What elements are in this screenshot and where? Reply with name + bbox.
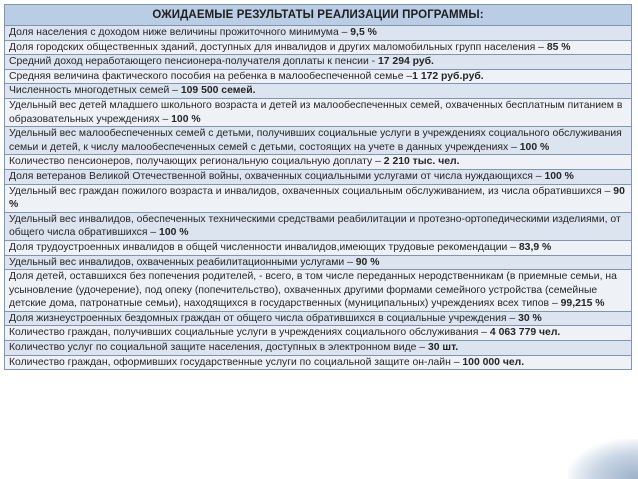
result-text: Удельный вес инвалидов, охваченных реабилитационными услугами – xyxy=(9,256,356,268)
result-row xyxy=(5,312,631,327)
result-value: 30 шт. xyxy=(427,342,459,354)
result-value: 99,215 % xyxy=(560,298,605,310)
result-row xyxy=(5,213,631,241)
result-row xyxy=(5,55,631,70)
result-text: Удельный вес граждан пожилого возраста и инвалидов, охваченных социальным обслуживанием, из числа обратившихся – xyxy=(9,185,614,197)
result-text: Количество граждан, оформивших государственные услуги по социальной защите он-лайн – xyxy=(9,356,463,368)
result-value: 100 % xyxy=(159,227,189,239)
result-value: 83,9 % xyxy=(518,241,552,253)
result-row xyxy=(5,41,631,56)
result-row xyxy=(5,26,631,41)
table-title: ОЖИДАЕМЫЕ РЕЗУЛЬТАТЫ РЕАЛИЗАЦИИ ПРОГРАММЫ: xyxy=(4,4,632,26)
result-text: Доля трудоустроенных инвалидов в общей численности инвалидов,имеющих трудовые рекомендации – xyxy=(9,241,519,253)
result-value: 109 500 семей. xyxy=(180,85,256,97)
results-list xyxy=(4,26,632,370)
corner-decoration xyxy=(568,439,638,479)
result-value: 30 % xyxy=(518,312,542,324)
result-row xyxy=(5,256,631,271)
result-text: Средняя величина фактического пособия на ребенка в малообеспеченной семье – xyxy=(9,70,413,82)
result-text: Доля городских общественных зданий, доступных для инвалидов и других маломобильных групп населения – xyxy=(9,41,547,53)
result-row xyxy=(5,99,631,127)
result-text: Удельный вес малообеспеченных семей с детьми, получивших социальные услуги в учреждениях социального обслуживания семьи и детей, к числу малообеспеченных семей с детьми, состоящих на учете в данных учреждениях – xyxy=(9,128,622,153)
result-row xyxy=(5,185,631,213)
result-text: Количество граждан, получивших социальные услуги в учреждениях социального обслуживания – xyxy=(9,327,490,339)
result-row xyxy=(5,84,631,99)
result-text: Доля ветеранов Великой Отечественной войны, охваченных социальными услугами от числа нуждающихся – xyxy=(9,170,545,182)
result-value: 100 % xyxy=(519,141,550,153)
result-text: Количество услуг по социальной защите населения, доступных в электронном виде – xyxy=(9,342,428,354)
result-value: 9,5 % xyxy=(350,27,377,38)
result-value: 85 % xyxy=(546,41,571,53)
result-value: 4 063 779 чел. xyxy=(489,327,561,339)
result-value: 100 000 чел. xyxy=(462,356,525,368)
result-value: 100 % xyxy=(544,170,574,182)
result-row xyxy=(5,127,631,155)
result-text: Удельный вес детей младшего школьного возраста и детей из малообеспеченных семей, охваченных бесплатным питанием в образовательных учреждениях – xyxy=(9,99,623,125)
result-text: Доля жизнеустроенных бездомных граждан от общего числа обратившихся в социальные учреждения – xyxy=(9,312,519,324)
result-text: Средний доход неработающего пенсионера-получателя доплаты к пенсии - xyxy=(9,56,378,68)
result-value: 17 294 руб. xyxy=(377,56,434,68)
result-text: Количество пенсионеров, получающих региональную социальную доплату – xyxy=(9,156,384,168)
result-row xyxy=(5,170,631,185)
result-row xyxy=(5,155,631,170)
result-row xyxy=(5,341,631,356)
results-table xyxy=(4,4,632,370)
result-row xyxy=(5,326,631,341)
result-row xyxy=(5,241,631,256)
result-row xyxy=(5,270,631,312)
result-value: 2 210 тыс. чел. xyxy=(383,156,460,168)
result-text: Численность многодетных семей – xyxy=(9,85,181,97)
result-value: 90 % xyxy=(9,185,625,211)
result-text: Доля населения с доходом ниже величины прожиточного минимума – xyxy=(9,27,351,38)
result-row xyxy=(5,70,631,85)
result-value: 90 % xyxy=(355,256,380,268)
result-value: 100 % xyxy=(171,113,201,125)
result-text: Удельный вес инвалидов, обеспеченных техническими средствами реабилитации и протезно-ортопедическими изделиями, от общего числа обратившихся – xyxy=(9,213,621,239)
result-value: 1 172 руб.руб. xyxy=(412,70,484,82)
result-text: Доля детей, оставшихся без попечения родителей, - всего, в том числе переданных неродственникам (в приемные семьи, на усыновление (удочерение), под опеку (попечительство), охваченных другими формами семейного устройства (семейные детские дома, патронатные семьи), находящихся в государственных (муниципальных) учреждениях всех типов – xyxy=(9,271,617,310)
result-row xyxy=(5,356,631,371)
